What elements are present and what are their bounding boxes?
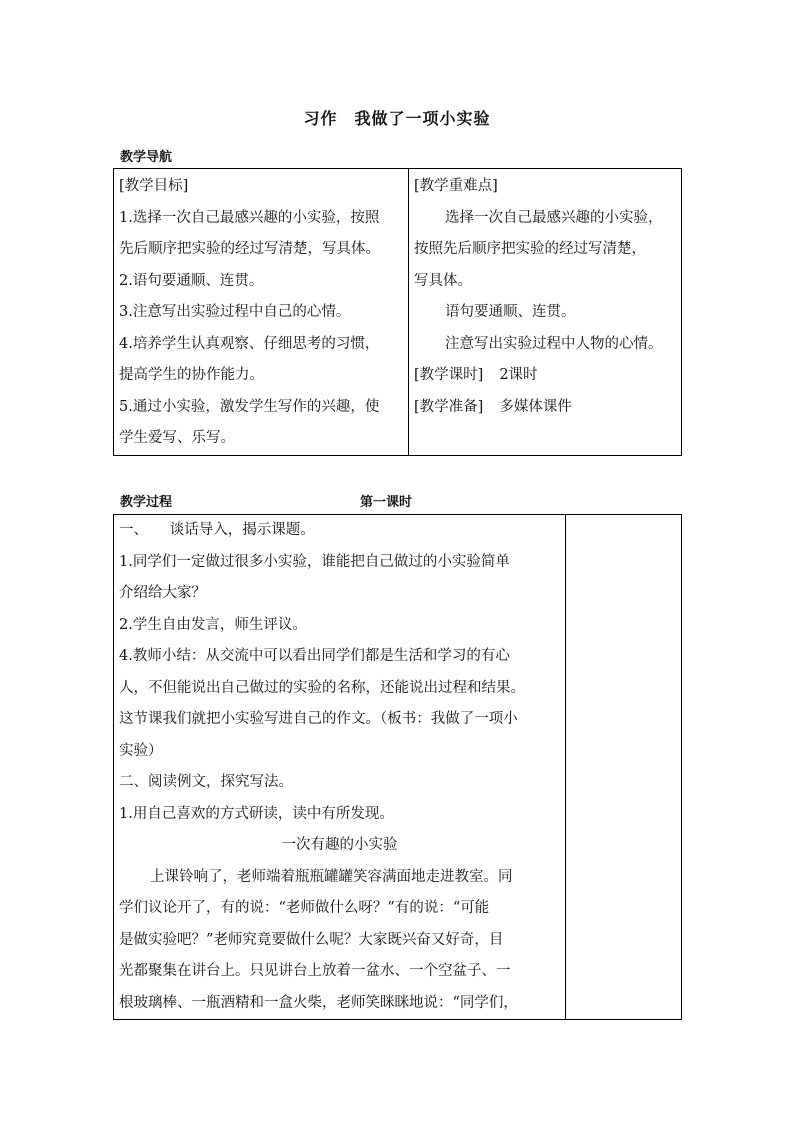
process-line: 这节课我们就把小实验写进自己的作文。（板书：我做了一项小 [119,711,518,727]
process-notes-cell [566,515,682,1020]
process-line: 上课铃响了，老师端着瓶瓶罐罐笑容满面地走进教室。同 [150,868,513,885]
process-content-cell [114,515,566,1020]
class-hours-label: [教学课时] [414,367,484,383]
goals-line: 4.培养学生认真观察、仔细思考的习惯， [119,335,380,352]
process-table [113,514,682,1020]
process-line: 根玻璃棒、一瓶酒精和一盒火柴，老师笑眯眯地说：“同学们， [119,994,518,1011]
goals-heading: [教学目标] [119,178,189,194]
preparation-row [409,392,681,424]
keypoints-line: 注意写出实验过程中人物的心情。 [445,335,663,352]
process-line: 学们议论开了，有的说：“老师做什么呀？”有的说：“可能 [119,900,490,916]
process-line: 介绍给大家？ [119,585,206,601]
process-line: 是做实验吧？”老师究竟要做什么呢？大家既兴奋又好奇，目 [119,931,504,948]
keypoints-line: 按照先后顺序把实验的经过写清楚， [414,241,646,257]
lesson-label: 第一课时 [360,495,413,510]
process-line: 1.同学们一定做过很多小实验，谁能把自己做过的小实验简单 [119,553,510,570]
goals-line: 先后顺序把实验的经过写清楚，写具体。 [119,241,380,257]
goals-line: 5.通过小实验，激发学生写作的兴趣，使 [119,398,380,415]
process-section-label: 教学过程 [120,495,173,510]
guide-table [113,168,682,456]
process-line: 人，不但能说出自己做过的实验的名称，还能说出过程和结果。 [119,679,525,696]
goals-line: 学生爱写、乐写。 [119,430,235,446]
class-hours-row [409,360,681,392]
page-title: 习作 我做了一项小实验 [303,109,491,128]
goals-line: 提高学生的协作能力。 [119,367,264,383]
process-line: 实验） [119,742,163,759]
process-line: 二、阅读例文，探究写法。 [119,774,293,790]
process-line: 4.教师小结：从交流中可以看出同学们都是生活和学习的有心 [119,648,510,664]
keypoints-heading: [教学重难点] [414,178,498,194]
class-hours-value: 2课时 [499,367,538,383]
example-essay-title: 一次有趣的小实验 [281,837,398,853]
keypoints-line: 选择一次自己最感兴趣的小实验， [445,209,663,226]
process-line: 光都聚集在讲台上。只见讲台上放着一盆水、一个空盆子、一 [119,963,511,979]
preparation-value: 多媒体课件 [499,398,572,415]
keypoints-line: 写具体。 [414,272,472,289]
keypoints-cell [409,169,682,456]
goals-line: 2.语句要通顺、连贯。 [119,272,264,289]
preparation-label: [教学准备] [414,398,484,415]
goals-cell [114,169,409,456]
goals-line: 1.选择一次自己最感兴趣的小实验，按照 [119,209,380,226]
process-line: 2.学生自由发言，师生评议。 [119,616,307,633]
process-line: 1.用自己喜欢的方式研读，读中有所发现。 [119,805,394,822]
keypoints-line: 语句要通顺、连贯。 [445,304,576,320]
goals-line: 3.注意写出实验过程中自己的心情。 [119,304,351,320]
guide-section-label: 教学导航 [120,150,173,165]
process-line: 一、 谈话导入，揭示课题。 [119,522,315,538]
